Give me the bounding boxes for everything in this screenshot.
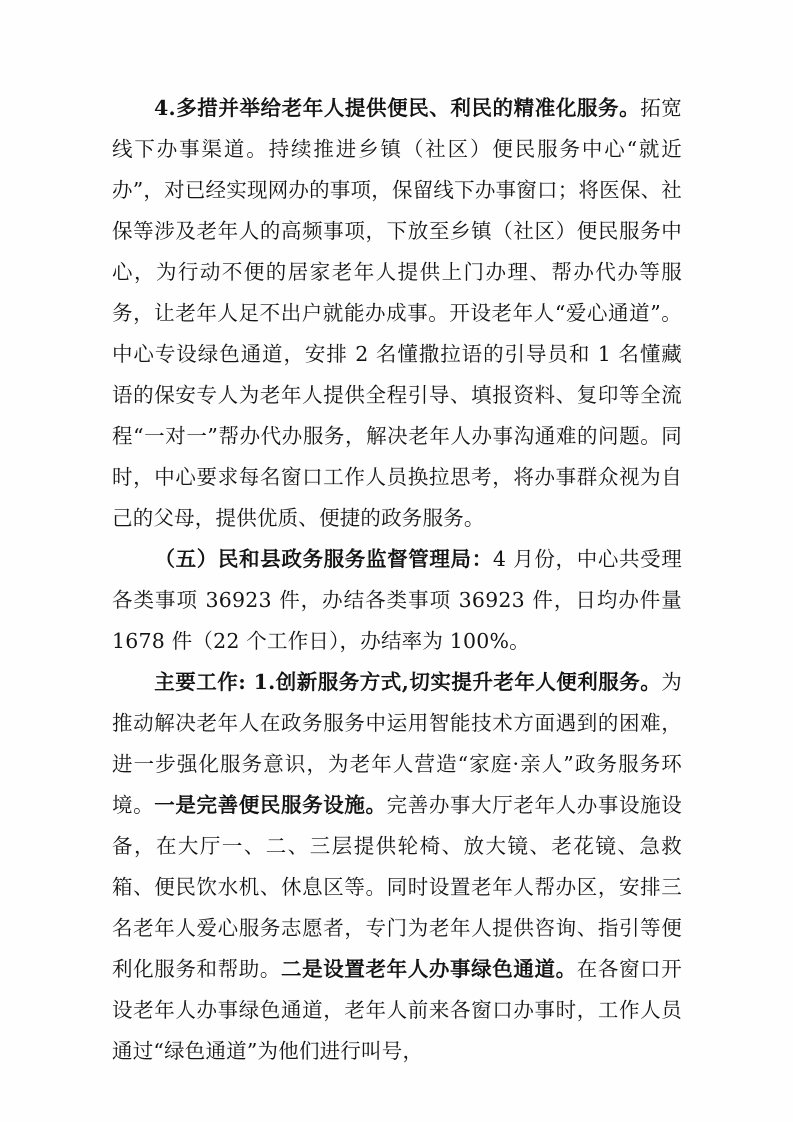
text-run: 在各窗口开设老年人办事绿色通道，老年人前来各窗口办事时，工作人员通过“绿色通道”为他们进行叫号， <box>112 957 682 1063</box>
text-run: 拓宽线下办事渠道。持续推进乡镇（社区）便民服务中心“就近办”，对已经实现网办的事项，保留线下办事窗口；将医保、社保等涉及老年人的高频事项，下放至乡镇（社区）便民服务中心，为行动不便的居家老年人提供上门办理、帮办代办等服务，让老年人足不出户就能办成事。开设老年人“爱心通道”。中心专设绿色通道，安排 2 名懂撒拉语的引导员和 1 名懂藏语的保安专人为老年人提供全程引导、填报资料、复印等全流程“一对一”帮办代办服务，解决老年人办事沟通难的问题。同时，中心要求每名窗口工作人员换拉思考，将办事群众视为自己的父母，提供优质、便捷的政务服务。 <box>112 96 682 530</box>
paragraph-2 <box>112 539 682 662</box>
text-run: 4 月份，中心共受理各类事项 36923 件，办结各类事项 36923 件，日均办件量 1678 件（22 个工作日），办结率为 100%。 <box>112 547 682 653</box>
document-body <box>112 88 682 1072</box>
text-run-bold: 4.多措并举给老年人提供便民、利民的精准化服务。 <box>154 96 641 120</box>
text-run: 完善办事大厅老年人办事设施设备，在大厅一、二、三层提供轮椅、放大镜、老花镜、急救箱、便民饮水机、休息区等。同时设置老年人帮办区，安排三名老年人爱心服务志愿者，专门为老年人提供咨询、指引等便利化服务和帮助。 <box>112 793 682 981</box>
text-run-bold: 一是完善便民服务设施。 <box>154 793 387 817</box>
text-run-bold: 主要工作: 1.创新服务方式,切实提升老年人便利服务。 <box>154 670 662 694</box>
text-run-bold: （五）民和县政务服务监督管理局： <box>154 547 493 571</box>
paragraph-1 <box>112 88 682 539</box>
text-run-bold: 二是设置老年人办事绿色通道。 <box>281 957 577 981</box>
text-run: 为推动解决老年人在政务服务中运用智能技术方面遇到的困难，进一步强化服务意识，为老年人营造“家庭·亲人”政务服务环境。 <box>112 670 682 817</box>
paragraph-3 <box>112 662 682 1072</box>
